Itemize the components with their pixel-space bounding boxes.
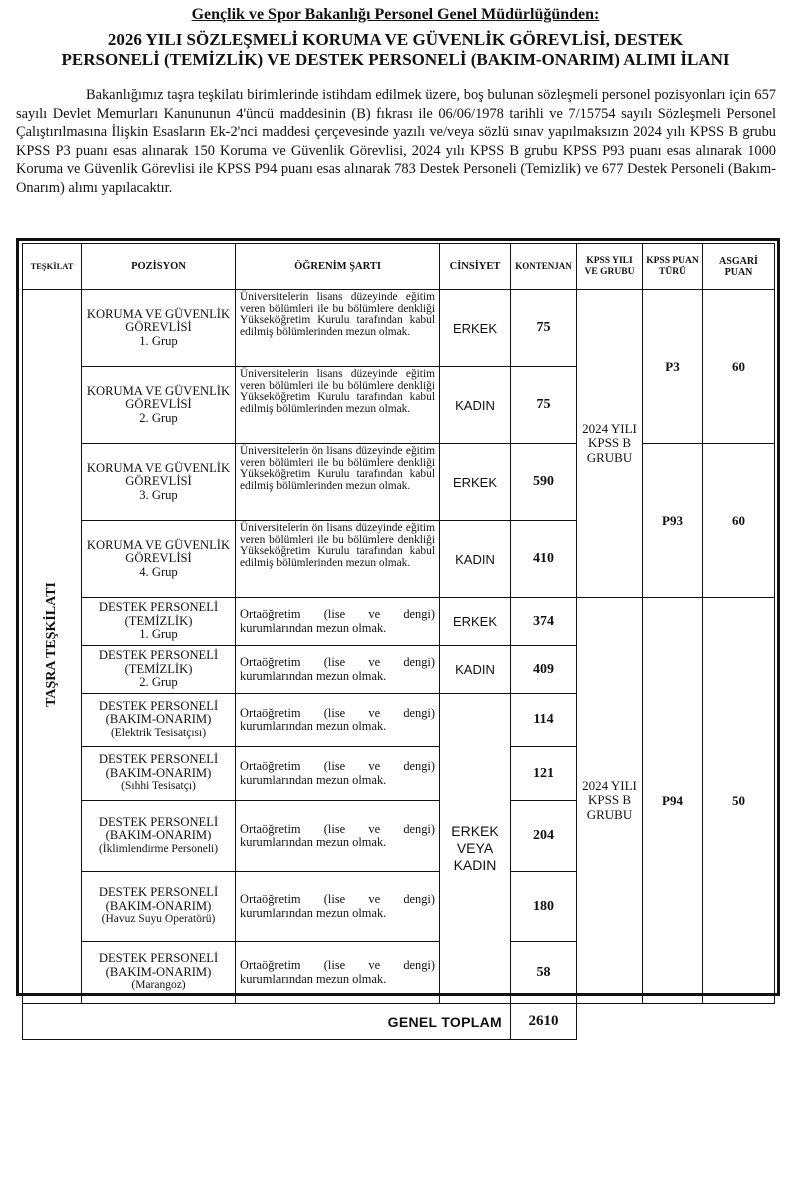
table-header-row (23, 244, 775, 290)
quota-cell: 409 (511, 646, 577, 694)
education-cell: Üniversitelerin ön lisans düzeyinde eğitim veren bölümleri ile bu bölümlere denkliği Yükseköğretim Kurulu tarafından kabul edilmiş bölümlerinden mezun olmak. (236, 444, 440, 521)
quota-cell: 58 (511, 942, 577, 1004)
total-label: GENEL TOPLAM (23, 1004, 511, 1040)
education-cell: Üniversitelerin ön lisans düzeyinde eğitim veren bölümleri ile bu bölümlere denkliği Yükseköğretim Kurulu tarafından kabul edilmiş bölümlerinden mezun olmak. (236, 521, 440, 598)
position-cell: KORUMA VE GÜVENLİK GÖREVLİSİ 3. Grup (82, 444, 236, 521)
education-cell: Üniversitelerin lisans düzeyinde eğitim veren bölümleri ile bu bölümlere denkliği Yükseköğretim Kurulu tarafından kabul edilmiş bölümlerinden mezun olmak. (236, 290, 440, 367)
header-education: ÖĞRENİM ŞARTI (236, 244, 440, 290)
header-min-score: ASGARİ PUAN (703, 244, 775, 290)
position-cell: KORUMA VE GÜVENLİK GÖREVLİSİ 1. Grup (82, 290, 236, 367)
gender-cell: ERKEK (440, 290, 511, 367)
kpss-type-cell: P94 (643, 598, 703, 1004)
min-score-cell: 60 (703, 290, 775, 444)
gender-cell: KADIN (440, 367, 511, 444)
table-row (23, 290, 775, 367)
header-quota: KONTENJAN (511, 244, 577, 290)
education-cell: Ortaöğretim (lise ve dengi) kurumlarından mezun olmak. (236, 872, 440, 942)
ministry-heading: Gençlik ve Spor Bakanlığı Personel Genel Müdürlüğünden: (191, 6, 600, 23)
recruitment-table-frame (16, 238, 780, 1030)
total-row (23, 1004, 775, 1040)
announcement-title-line1: 2026 YILI SÖZLEŞMELİ KORUMA VE GÜVENLİK GÖREVLİSİ, DESTEK (107, 30, 684, 49)
quota-cell: 180 (511, 872, 577, 942)
intro-paragraph: Bakanlığımız taşra teşkilatı birimlerinde istihdam edilmek üzere, boş bulunan sözleşmeli personel pozisyonları için 657 sayılı Devlet Memurları Kanununun 4'üncü maddesinin (B) fıkrası ile 06/06/1978 tarihli ve 7/15754 sayılı Sözleşmeli Personel Çalıştırılmasına İlişkin Esasların Ek-2'nci maddesi çerçevesinde yazılı ve/veya sözlü sınav yapılmaksızın 2024 yılı KPSS B grubu KPSS P3 puanı esas alınarak 150 Koruma ve Güvenlik Görevlisi, 2024 yılı KPSS B grubu KPSS P93 puanı esas alınarak 1000 Koruma ve Güvenlik Görevlisi ile KPSS P94 puanı esas alınarak 783 Destek Personeli (Temizlik) ve 677 Destek Personeli (Bakım-Onarım) alımı yapılacaktır. (16, 87, 776, 196)
position-cell: KORUMA VE GÜVENLİK GÖREVLİSİ 2. Grup (82, 367, 236, 444)
table-row (23, 444, 775, 521)
min-score-cell: 50 (703, 598, 775, 1004)
gender-cell: ERKEK (440, 444, 511, 521)
gender-cell: ERKEK (440, 598, 511, 646)
header-gender: CİNSİYET (440, 244, 511, 290)
kpss-group-cell: 2024 YILI KPSS B GRUBU (577, 290, 643, 598)
kpss-group-cell: 2024 YILI KPSS B GRUBU (577, 598, 643, 1004)
quota-cell: 590 (511, 444, 577, 521)
quota-cell: 75 (511, 290, 577, 367)
position-cell: DESTEK PERSONELİ (BAKIM-ONARIM) (İklimlendirme Personeli) (82, 801, 236, 872)
education-cell: Ortaöğretim (lise ve dengi) kurumlarından mezun olmak. (236, 646, 440, 694)
org-cell (23, 290, 82, 1004)
education-cell: Üniversitelerin lisans düzeyinde eğitim veren bölümleri ile bu bölümlere denkliği Yükseköğretim Kurulu tarafından kabul edilmiş bölümlerinden mezun olmak. (236, 367, 440, 444)
quota-cell: 374 (511, 598, 577, 646)
gender-cell: KADIN (440, 521, 511, 598)
position-cell: DESTEK PERSONELİ (BAKIM-ONARIM) (Elektrik Tesisatçısı) (82, 694, 236, 747)
total-value: 2610 (511, 1004, 577, 1040)
announcement-title-line2: PERSONELİ (TEMİZLİK) VE DESTEK PERSONELİ (BAKIM-ONARIM) ALIMI İLANI (61, 50, 730, 69)
position-cell: DESTEK PERSONELİ (BAKIM-ONARIM) (Marangoz) (82, 942, 236, 1004)
recruitment-table (22, 243, 775, 1040)
quota-cell: 114 (511, 694, 577, 747)
quota-cell: 204 (511, 801, 577, 872)
document-header (0, 6, 791, 70)
gender-cell-merged: ERKEK VEYA KADIN (440, 694, 511, 1004)
header-position: POZİSYON (82, 244, 236, 290)
education-cell: Ortaöğretim (lise ve dengi) kurumlarından mezun olmak. (236, 694, 440, 747)
gender-cell: KADIN (440, 646, 511, 694)
header-kpss-year: KPSS YILI VE GRUBU (577, 244, 643, 290)
header-org: TEŞKİLAT (23, 244, 82, 290)
position-cell: DESTEK PERSONELİ (BAKIM-ONARIM) (Sıhhi Tesisatçı) (82, 747, 236, 801)
position-cell: DESTEK PERSONELİ (TEMİZLİK) 2. Grup (82, 646, 236, 694)
quota-cell: 121 (511, 747, 577, 801)
kpss-type-cell: P93 (643, 444, 703, 598)
header-kpss-type: KPSS PUAN TÜRÜ (643, 244, 703, 290)
kpss-type-cell: P3 (643, 290, 703, 444)
education-cell: Ortaöğretim (lise ve dengi) kurumlarından mezun olmak. (236, 942, 440, 1004)
education-cell: Ortaöğretim (lise ve dengi) kurumlarından mezun olmak. (236, 747, 440, 801)
position-cell: DESTEK PERSONELİ (TEMİZLİK) 1. Grup (82, 598, 236, 646)
position-cell: KORUMA VE GÜVENLİK GÖREVLİSİ 4. Grup (82, 521, 236, 598)
position-cell: DESTEK PERSONELİ (BAKIM-ONARIM) (Havuz Suyu Operatörü) (82, 872, 236, 942)
education-cell: Ortaöğretim (lise ve dengi) kurumlarından mezun olmak. (236, 801, 440, 872)
min-score-cell: 60 (703, 444, 775, 598)
quota-cell: 410 (511, 521, 577, 598)
quota-cell: 75 (511, 367, 577, 444)
table-row (23, 598, 775, 646)
org-label: TAŞRA TEŞKİLATI (44, 581, 59, 707)
education-cell: Ortaöğretim (lise ve dengi) kurumlarından mezun olmak. (236, 598, 440, 646)
